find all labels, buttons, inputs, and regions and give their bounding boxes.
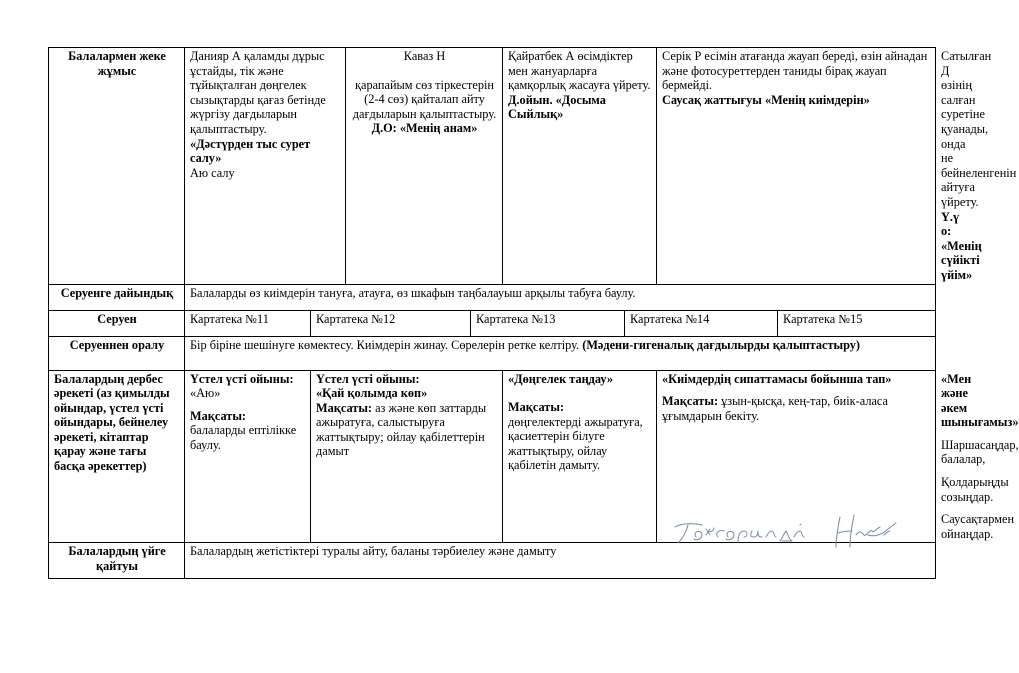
activity-3-title: «Дөңгелек таңдау» bbox=[508, 371, 614, 386]
activity-3-goal-label: Мақсаты: bbox=[508, 400, 565, 415]
individual-cell-1-bold: «Дәстүрден тыс сурет салу» bbox=[190, 136, 311, 166]
individual-cell-1-tail: Аю салу bbox=[190, 165, 235, 180]
table-row-individual-work: Балалармен жеке жұмыс Данияр А қаламды дұрыс ұстайды, тік және тұйықталған дөңгелек сызықтарды қағаз бетінде жүргізу дағдыларын қалыптастыру. «Дәстүрден тыс сурет салу» Аю салу Каваз Н қарапайым сөз тіркестерін (2-4 сөз) қайталап айту дағдыларын қалыптастыру. Д.О: «Менің анам» Қайратбек А өсімдіктер мен жануарларға қамқорлық жасауға үйрету. Д.ойын. «Досыма Сыйлық» Серік Р есімін атағанда жауап береді, өзін айнадан және фотосуреттерден таниды бірақ жауап бермейді. Саусақ жаттығуы «Менің киімдерін» Сатылған Д өзінің салған суретіне қуанады, онда не бейнеленгенін айтуға үйрету. Ү.ү о: «Менің сүйікті үйім» bbox=[49, 48, 936, 285]
individual-cell-2-bold: Д.О: «Менің анам» bbox=[371, 121, 478, 136]
going-home-text: Балалардың жетістіктері туралы айту, баланы тәрбиелеу және дамыту bbox=[185, 543, 936, 579]
table-row-walk-prep bbox=[49, 284, 936, 310]
row-label-independent-activity: Балалардың дербес әрекеті (аз қимылды ойындар, үстел үсті ойындары, бейнелеу әрекеті, кітаптар қарау және тағы басқа әрекеттер) bbox=[49, 370, 185, 543]
activity-1-goal-label: Мақсаты: bbox=[190, 408, 247, 423]
individual-cell-1-text: Данияр А қаламды дұрыс ұстайды, тік және тұйықталған дөңгелек сызықтарды қағаз бетінде жүргізу дағдыларын қалыптастыру. bbox=[190, 49, 326, 136]
individual-cell-1 bbox=[185, 48, 346, 285]
walk-card-4: Картатека №14 bbox=[625, 310, 778, 336]
walk-return-bold: (Мәдени-гигеналық дағдылырды қалыптастыру) bbox=[582, 337, 861, 352]
activity-4-goal: ұзын-қысқа, кең-тар, биік-аласа ұғымдарын бекіту. bbox=[662, 394, 888, 423]
row-label-walk-prep: Серуенге дайындық bbox=[49, 284, 185, 310]
handwritten-signature bbox=[672, 513, 902, 553]
row-label-individual-work: Балалармен жеке жұмыс bbox=[49, 48, 185, 285]
activity-1-goal: балаларды ептілікке баулу. bbox=[190, 423, 297, 452]
activity-cell-3 bbox=[503, 370, 657, 543]
spacer bbox=[662, 386, 931, 394]
activity-cell-1 bbox=[185, 370, 311, 543]
individual-cell-4-bold: Саусақ жаттығуы «Менің киімдерін» bbox=[662, 92, 870, 107]
individual-cell-2-name: Каваз Н bbox=[403, 49, 446, 63]
spacer bbox=[190, 401, 306, 409]
table-row-walk bbox=[49, 310, 936, 336]
activity-3-goal: дөңгелектерді ажыратуға, қасиеттерін білуге жаттықтыру, ойлау қабілетін дамыту. bbox=[508, 414, 643, 473]
individual-cell-4-text: Серік Р есімін атағанда жауап береді, өзін айнадан және фотосуреттерден таниды бірақ жауап бермейді. bbox=[662, 49, 928, 93]
walk-return-cell bbox=[185, 336, 936, 370]
activity-4-title: «Киімдердің сипаттамасы бойынша тап» bbox=[662, 371, 892, 386]
table-row-independent-activity: Балалардың дербес әрекеті (аз қимылды ойындар, үстел үсті ойындары, бейнелеу әрекеті, кітаптар қарау және тағы басқа әрекеттер) Үстел үсті ойыны: «Аю» Мақсаты: балаларды ептілікке баулу. Үстел үсті ойыны: «Қай қолымда көп» Мақсаты: аз және көп заттарды ажыратуға, салыстыруға жаттықтыру; ойлау қабілеттерін дамыт «Дөңгелек таңдау» Мақсаты: дөңгелектерді ажыратуға, қасиеттерін білуге жаттықтыру, ойлау қабілетін дамыту. «Киімдердің сипаттамасы бойынша тап» Мақсаты: ұзын-қысқа, кең-тар, биік-аласа ұғымдарын бекіту. «Мен және әкем шынығамыз» Шаршасаңдар, балалар, Қолдарыңды созыңдар. Саусақтармен ойнаңдар. bbox=[49, 370, 936, 543]
spacer bbox=[508, 386, 652, 400]
walk-card-1: Картатека №11 bbox=[185, 310, 311, 336]
row-label-walk-return: Серуеннен оралу bbox=[49, 336, 185, 370]
activity-1-subtitle: «Аю» bbox=[190, 386, 221, 401]
individual-cell-4 bbox=[657, 48, 936, 285]
daily-plan-table bbox=[48, 47, 1019, 579]
row-label-going-home: Балалардың үйге қайтуы bbox=[49, 543, 185, 579]
walk-prep-text: Балаларды өз киімдерін тануға, атауға, өз шкафын таңбалауыш арқылы табуға баулу. bbox=[185, 284, 936, 310]
activity-4-goal-label: Мақсаты: bbox=[662, 394, 719, 409]
activity-2-title: Үстел үсті ойыны: bbox=[316, 371, 420, 386]
table-row-walk-return bbox=[49, 336, 936, 370]
individual-cell-3-bold: Д.ойын. «Досыма Сыйлық» bbox=[508, 92, 606, 122]
spacer bbox=[351, 64, 498, 78]
activity-2-goal-label: Мақсаты: bbox=[316, 400, 373, 415]
row-label-walk: Серуен bbox=[49, 310, 185, 336]
individual-cell-3 bbox=[503, 48, 657, 285]
individual-cell-2 bbox=[346, 48, 503, 285]
individual-cell-2-text: қарапайым сөз тіркестерін (2-4 сөз) қайталап айту дағдыларын қалыптастыру. bbox=[352, 77, 497, 121]
walk-card-3: Картатека №13 bbox=[471, 310, 625, 336]
activity-cell-2 bbox=[311, 370, 503, 543]
activity-2-subtitle: «Қай қолымда көп» bbox=[316, 386, 428, 401]
individual-cell-3-text: Қайратбек А өсімдіктер мен жануарларға қамқорлық жасауға үйрету. bbox=[508, 49, 651, 93]
activity-1-title: Үстел үсті ойыны: bbox=[190, 371, 294, 386]
walk-card-2: Картатека №12 bbox=[311, 310, 471, 336]
activity-2-goal: аз және көп заттарды ажыратуға, салыстыруға жаттықтыру; ойлау қабілеттерін дамыт bbox=[316, 400, 487, 459]
walk-return-text: Бір біріне шешінуге көмектесу. Киімдерін жинау. Сөрелерін ретке келтіру. bbox=[190, 337, 580, 352]
walk-card-5: Картатека №15 bbox=[778, 310, 936, 336]
